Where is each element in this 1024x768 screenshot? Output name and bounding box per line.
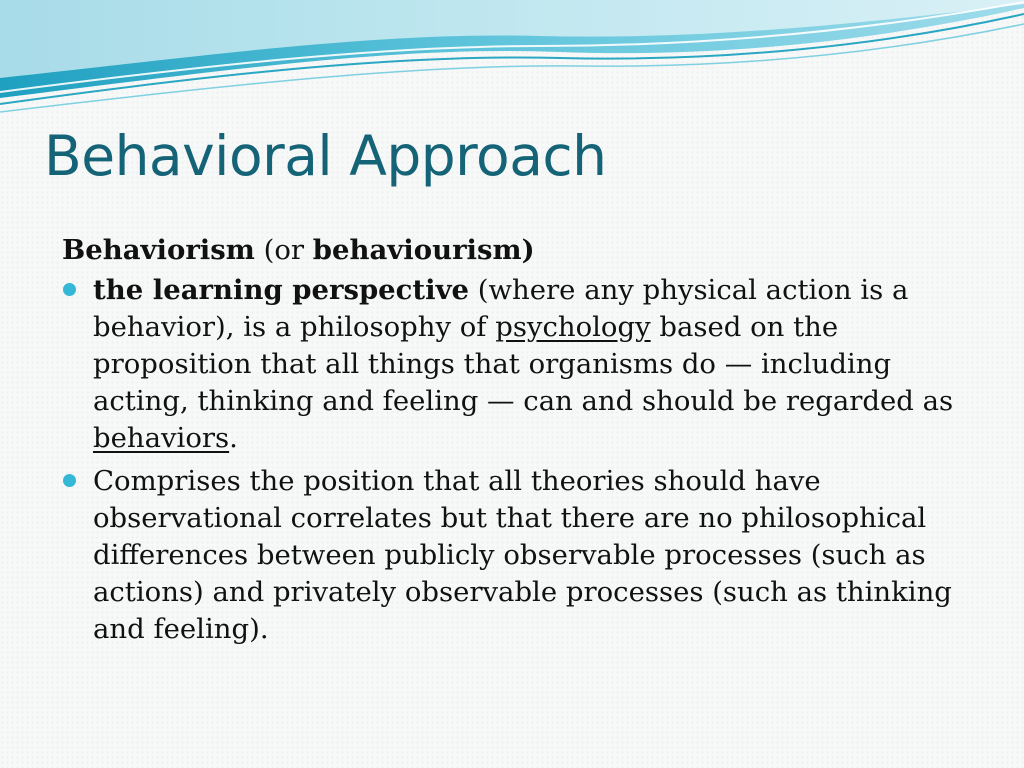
intro-alt-term: behaviourism) [312, 234, 535, 266]
slide-body [62, 232, 972, 654]
bullet-1-text-a: (where any physical action is a behavior), is a philosophy of [93, 274, 909, 343]
bullet-dot-icon [63, 474, 76, 487]
intro-line [62, 232, 972, 269]
bullet-list [62, 272, 972, 648]
bullet-1-term: the learning perspective [93, 274, 470, 306]
behaviors-link[interactable]: behaviors [93, 422, 230, 454]
bullet-1-text-c: . [229, 422, 238, 454]
slide-title: Behavioral Approach [44, 124, 607, 188]
intro-middle: (or [254, 234, 313, 266]
psychology-link[interactable]: psychology [495, 311, 651, 343]
bullet-item-1 [62, 272, 972, 457]
bullet-item-2 [62, 463, 972, 648]
bullet-1-text-b: based on the proposition that all things that organisms do — including acting, thinking and feeling — can and should be regarded as [93, 311, 954, 417]
header-wave-decoration [0, 0, 1024, 118]
bullet-dot-icon [63, 283, 76, 296]
intro-term: Behaviorism [62, 234, 255, 266]
bullet-2-text: Comprises the position that all theories should have observational correlates but that there are no philosophical differences between publicly observable processes (such as actions) and privately observable processes (such as thinking and feeling). [93, 465, 952, 645]
